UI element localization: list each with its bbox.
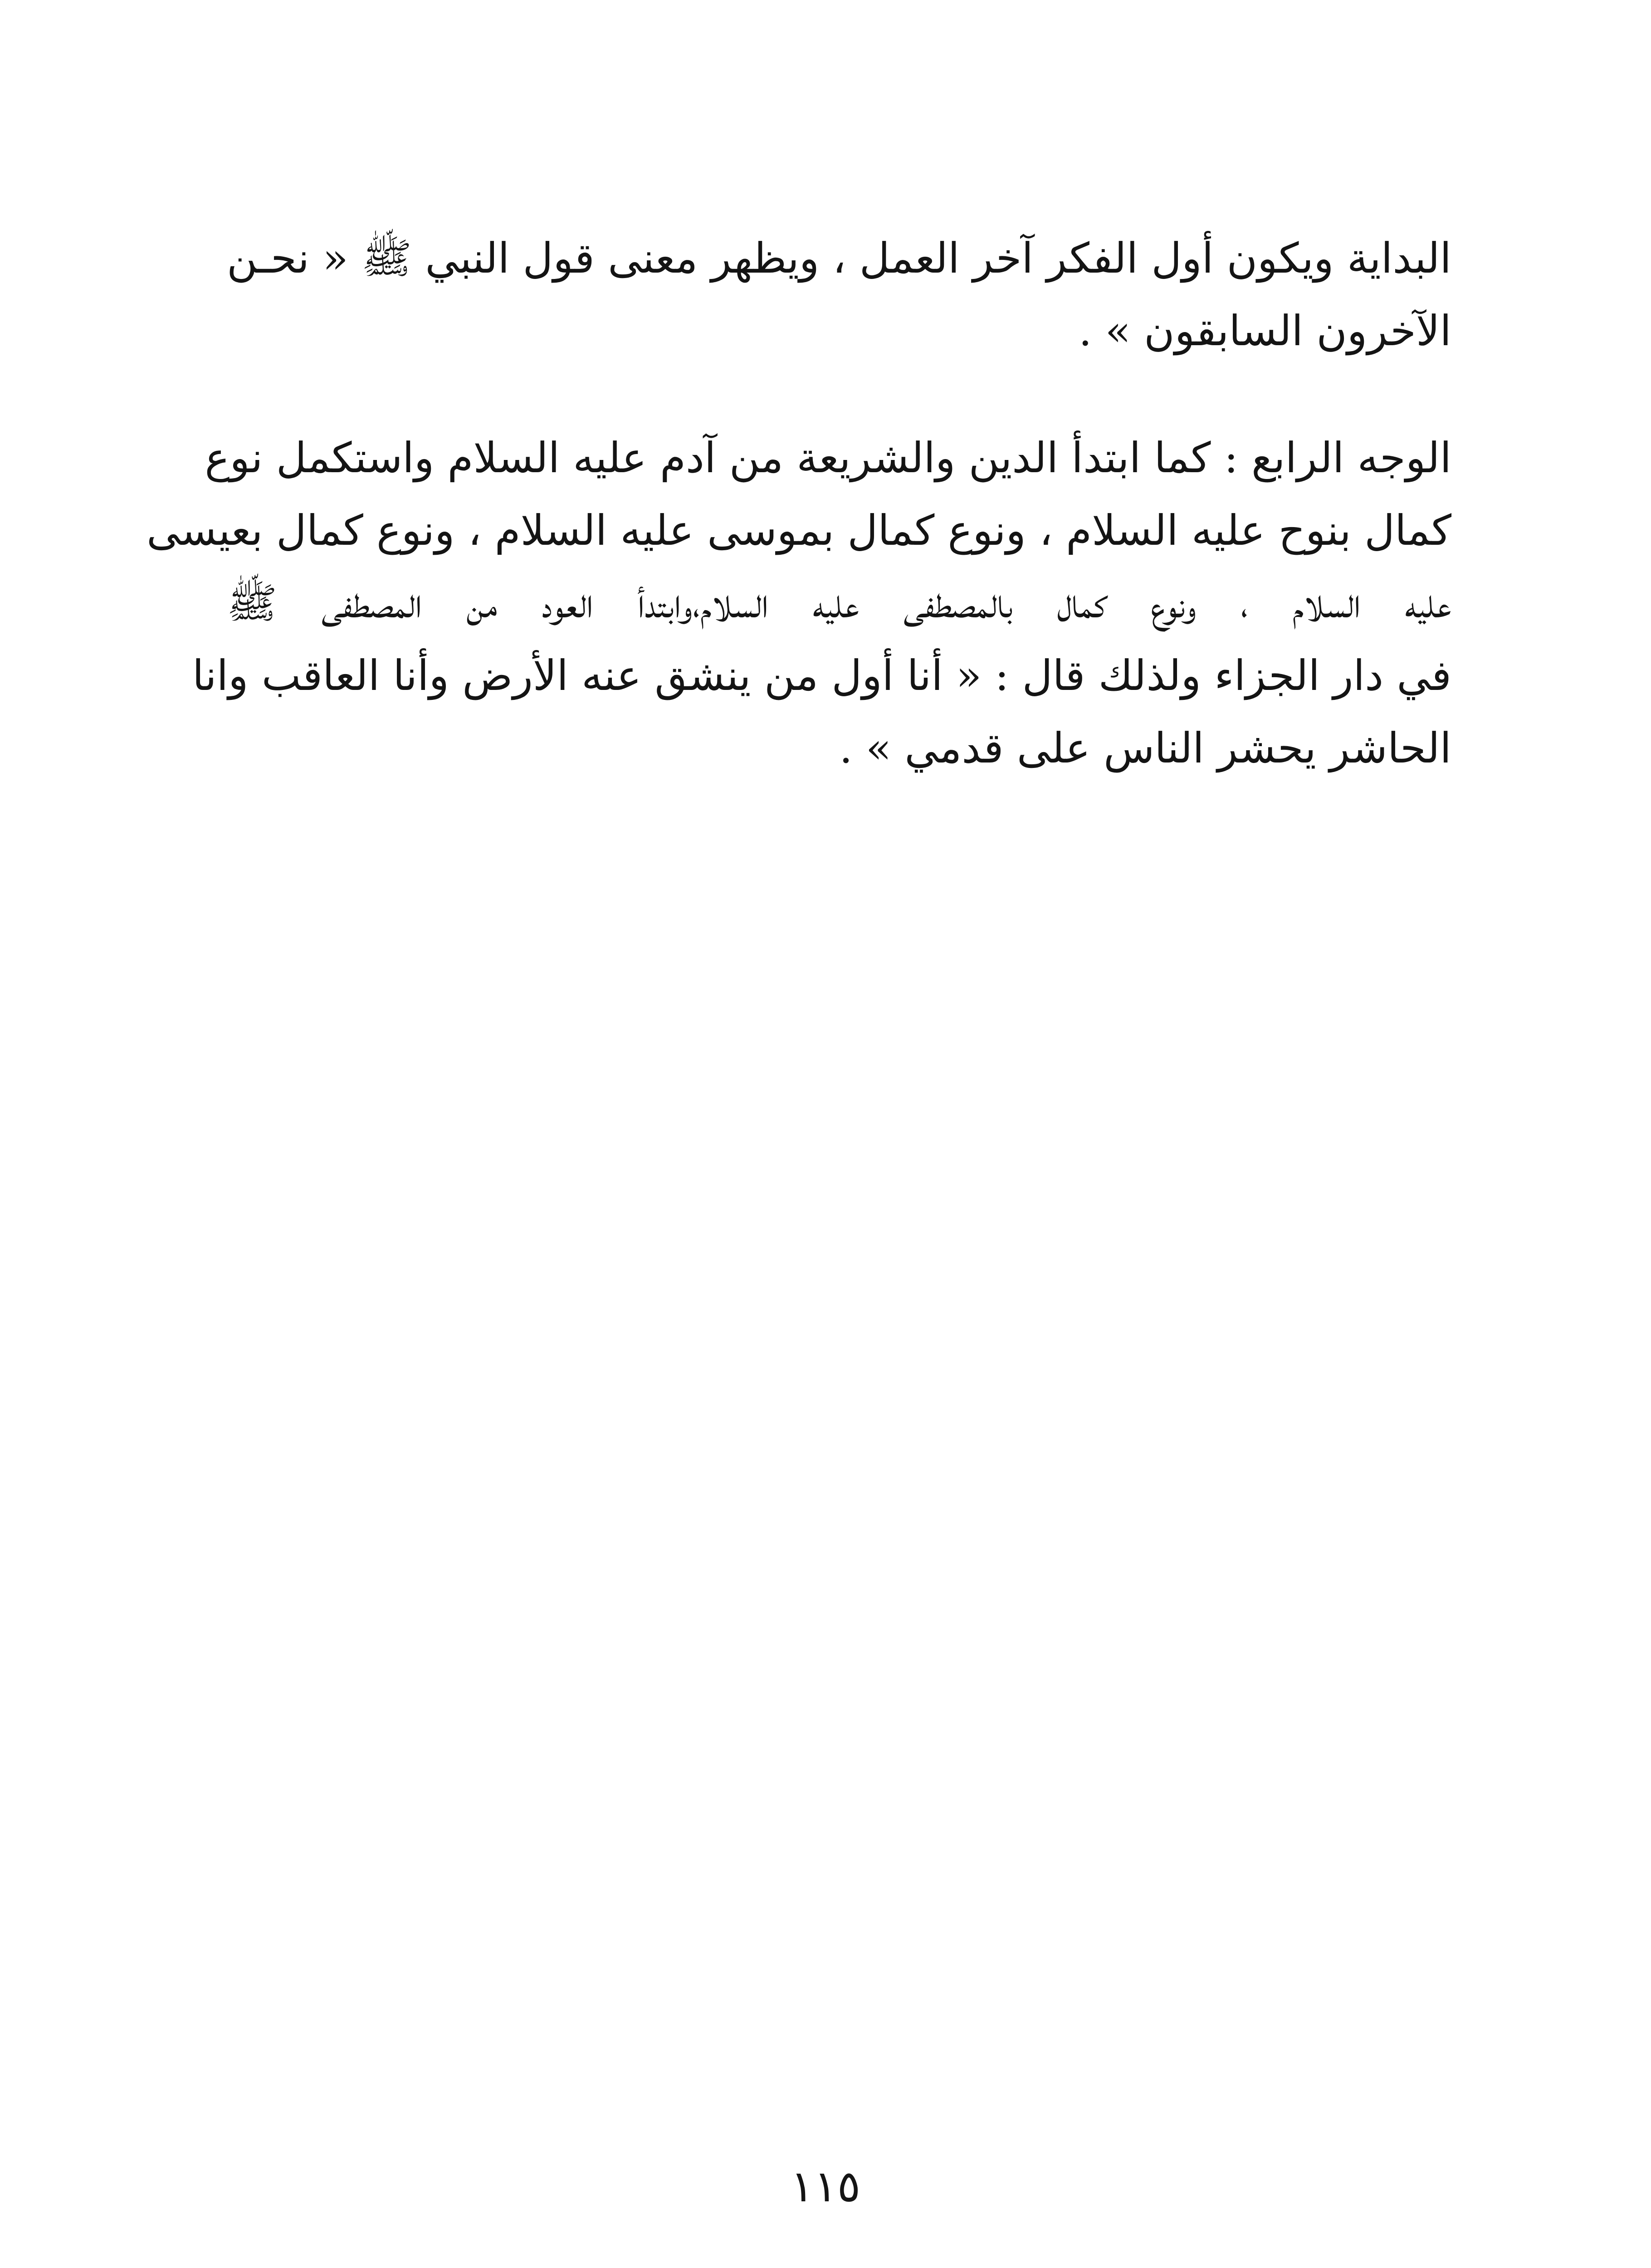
paragraph-2-line-1: الوجه الرابع : كما ابتدأ الدين والشريعة من آدم عليه السلام واستكمل نوع [205,434,1451,482]
paragraph-1-line-2: الآخرون السابقون » . [1079,307,1451,355]
paragraph-2-line-4: في دار الجزاء ولذلك قال : « أنا أول من ينشق عنه الأرض وأنا العاقب وانا [192,651,1451,700]
paragraph-2-line-5: الحاشر يحشر الناس على قدمي » . [839,724,1451,772]
paragraph-1 [227,222,1451,367]
paragraph-1-line-1: البداية ويكون أول الفكر آخر العمل ، ويظهر معنى قول النبي ﷺ « نحـن [227,234,1451,283]
paragraph-2 [147,422,1451,785]
paragraph-2-line-2: كمال بنوح عليه السلام ، ونوع كمال بموسى عليه السلام ، ونوع كمال بعيسى [147,506,1451,555]
paragraph-2-line-3: عليه السلام ، ونوع كمال بالمصطفى عليه السلام،وابتدأ العود من المصطفى ﷺ [227,579,1451,627]
page-number: ١١٥ [790,2161,861,2212]
